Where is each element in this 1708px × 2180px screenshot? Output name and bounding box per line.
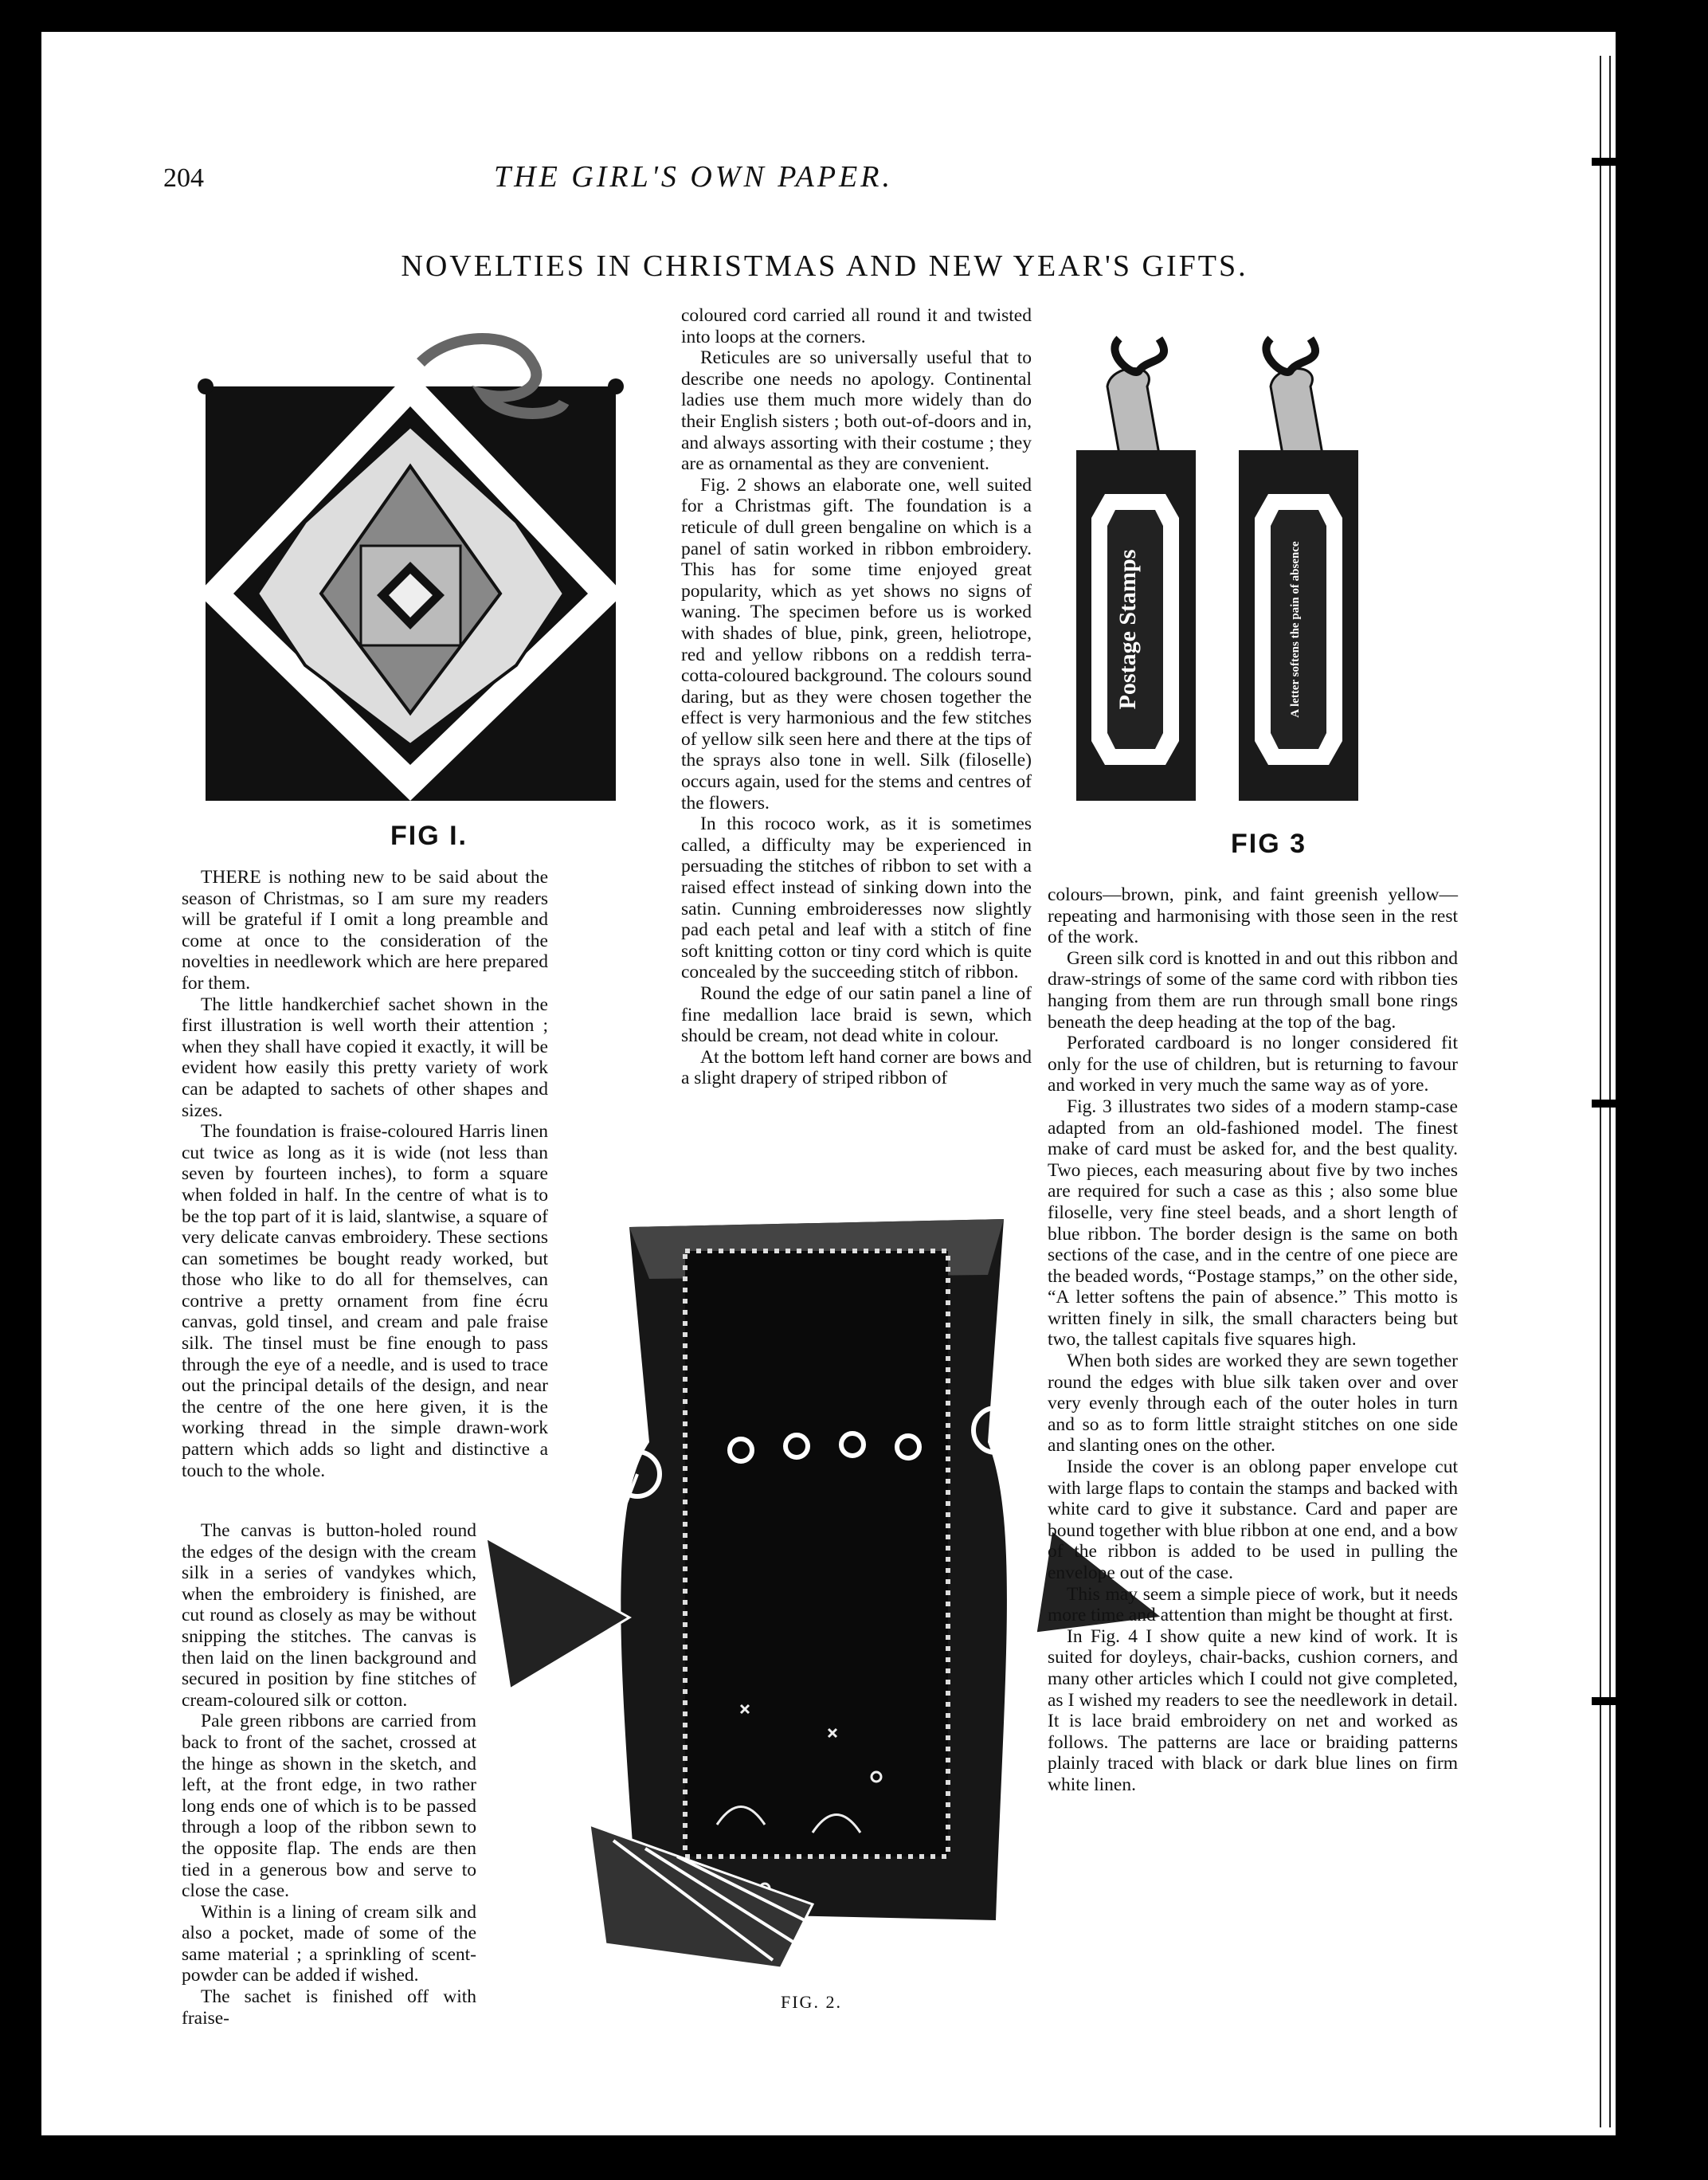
paragraph: The foundation is fraise-coloured Harris linen cut twice as long as it is wide (not less than seven by fourteen inches), to form a square when folded in half. In the centre of what is to be the top part of it is laid, slantwise, a square of very delicate canvas embroidery. These sections can sometimes be bought ready worked, but those who like to do all for themselves, can contrive a pretty ornament from fine écru canvas, gold tinsel, and cream and pale fraise silk. The tinsel must be fine enough to pass through the eye of a needle, and is used to trace out the principal details of the design, and near the centre of the one here given, it is the working thread in the simple drawn-work pattern which adds so light and distinctive a touch to the whole. [182, 1121, 548, 1481]
paragraph: The sachet is finished off with fraise- [182, 1986, 476, 2029]
paragraph: The canvas is button-holed round the edges of the design with the cream silk in a series of vandykes which, when the embroidery is finished, are cut round as closely as may be without snipping the stitches. The canvas is then laid on the linen background and secured in position by fine stitches of cream-coloured silk or cotton. [182, 1520, 476, 1711]
paragraph: Perforated cardboard is no longer considered fit only for the use of children, but is returning to favour and worked in very much the same way as of yore. [1048, 1033, 1458, 1096]
spine-tick [1592, 1100, 1617, 1108]
paragraph: Pale green ribbons are carried from back to front of the sachet, crossed at the hinge as shown in the sketch, and left, at the front edge, in two rather long ends one of which is to be passed through a loop of the ribbon sewn to the opposite flap. The ends are then tied in a generous bow and serve to close the case. [182, 1711, 476, 1902]
fig1-caption: FIG I. [390, 821, 468, 851]
paragraph: The little handkerchief sachet shown in the first illustration is well worth their attention ; when they shall have copied it exactly, it will be evident how easily this pretty variety of work can be adapted to sachets of other shapes and sizes. [182, 994, 548, 1121]
paragraph: THERE is nothing new to be said about the season of Christmas, so I am sure my readers will be grateful if I omit a long preamble and come at once to the consideration of the novelties in needlework which are here prepared for them. [182, 867, 548, 994]
spine-tick [1592, 1697, 1617, 1705]
fig3-left-case-text: Postage Stamps [1115, 549, 1141, 710]
fig1-sachet-illustration [182, 331, 660, 805]
column-2 [681, 305, 1032, 1089]
column-1 [182, 867, 548, 1481]
paragraph: Inside the cover is an oblong paper envelope cut with large flaps to contain the stamps and backed with white card to give it substance. Card and paper are bound together with blue ribbon at one end, and a bow of the ribbon is added to be used in pulling the envelope out of the case. [1048, 1457, 1458, 1583]
page-number: 204 [163, 163, 204, 193]
fig3-stamp-case-illustration [1071, 315, 1358, 809]
paragraph: Green silk cord is knotted in and out this ribbon and draw-strings of some of the same cord with ribbon ties hanging from them are run through small bone rings beneath the deep heading at the top of the bag. [1048, 947, 1458, 1033]
page-spine [1600, 56, 1611, 2127]
paragraph: In this rococo work, as it is sometimes called, a difficulty may be experienced in persuading the stitches of ribbon to set with a raised effect instead of sinking down into the satin. Cunning embroideresses now slightly pad each petal and leaf with a stitch of fine soft knitting cotton or tiny cord which is quite concealed by the succeeding stitch of ribbon. [681, 814, 1032, 983]
paragraph: This may seem a simple piece of work, but it needs more time and attention than might be thought at first. [1048, 1583, 1458, 1626]
article-title: NOVELTIES IN CHRISTMAS AND NEW YEAR'S GIFTS. [401, 249, 1248, 283]
paragraph: When both sides are worked they are sewn together round the edges with blue silk taken over and over very evenly through each of the outer holes in turn and so as to form little straight stitches on one side and slanting ones on the other. [1048, 1351, 1458, 1457]
paragraph: Fig. 2 shows an elaborate one, well suited for a Christmas gift. The foundation is a reticule of dull green bengaline on which is a panel of satin worked in ribbon embroidery. This has for some time enjoyed great popularity, which as yet shows no signs of waning. The specimen before us is worked with shades of blue, pink, green, heliotrope, red and yellow ribbons on a reddish terra-cotta-coloured background. The colours sound daring, but as they were chosen together the effect is very harmonious and the few stitches of yellow silk seen here and there at the tips of the sprays also tone in well. Silk (filoselle) occurs again, used for the stems and centres of the flowers. [681, 474, 1032, 814]
paragraph: Fig. 3 illustrates two sides of a modern stamp-case adapted from an old-fashioned model. The finest make of card must be asked for, and the best quality. Two pieces, each measuring about five by two inches are required for such a case as this ; also some blue filoselle, very fine steel beads, and a short length of blue ribbon. The border design is the same on both sections of the case, and in the centre of one piece are the beaded words, “Postage stamps,” on the other side, “A letter softens the pain of absence.” This motto is written finely in silk, the small characters being but two, the tallest capitals five squares high. [1048, 1096, 1458, 1351]
paragraph: Reticules are so universally useful that to describe one needs no apology. Continental ladies use them much more widely than do their English sisters ; both out-of-doors and in, and always assorting with their costume ; they are as ornamental as they are convenient. [681, 347, 1032, 475]
spine-tick [1592, 158, 1617, 166]
running-title: THE GIRL'S OWN PAPER. [494, 160, 893, 194]
paragraph: Within is a lining of cream silk and also a pocket, made of some of the same material ; a sprinkling of scent-powder can be added if wished. [182, 1901, 476, 1986]
column-3 [1048, 884, 1458, 1796]
column-1-narrow [182, 1520, 476, 2029]
paragraph: In Fig. 4 I show quite a new kind of work. It is suited for doyleys, chair-backs, cushion corners, and many other articles which I could not give completed, as I wished my readers to see the needlework in detail. It is lace braid embroidery on net and worked as follows. The patterns are lace or braiding patterns plainly traced with black or dark blue lines on firm white linen. [1048, 1625, 1458, 1795]
paragraph: Round the edge of our satin panel a line of fine medallion lace braid is sewn, which should be cream, not dead white in colour. [681, 983, 1032, 1047]
fig3-right-case-text: A letter softens the pain of absence [1289, 541, 1302, 718]
paragraph: At the bottom left hand corner are bows and a slight drapery of striped ribbon of [681, 1046, 1032, 1089]
fig2-caption: FIG. 2. [781, 1992, 842, 2012]
paragraph: colours—brown, pink, and faint greenish yellow—repeating and harmonising with those seen in the rest of the work. [1048, 884, 1458, 948]
paragraph: coloured cord carried all round it and twisted into loops at the corners. [681, 305, 1032, 347]
fig3-caption: FIG 3 [1231, 829, 1307, 859]
